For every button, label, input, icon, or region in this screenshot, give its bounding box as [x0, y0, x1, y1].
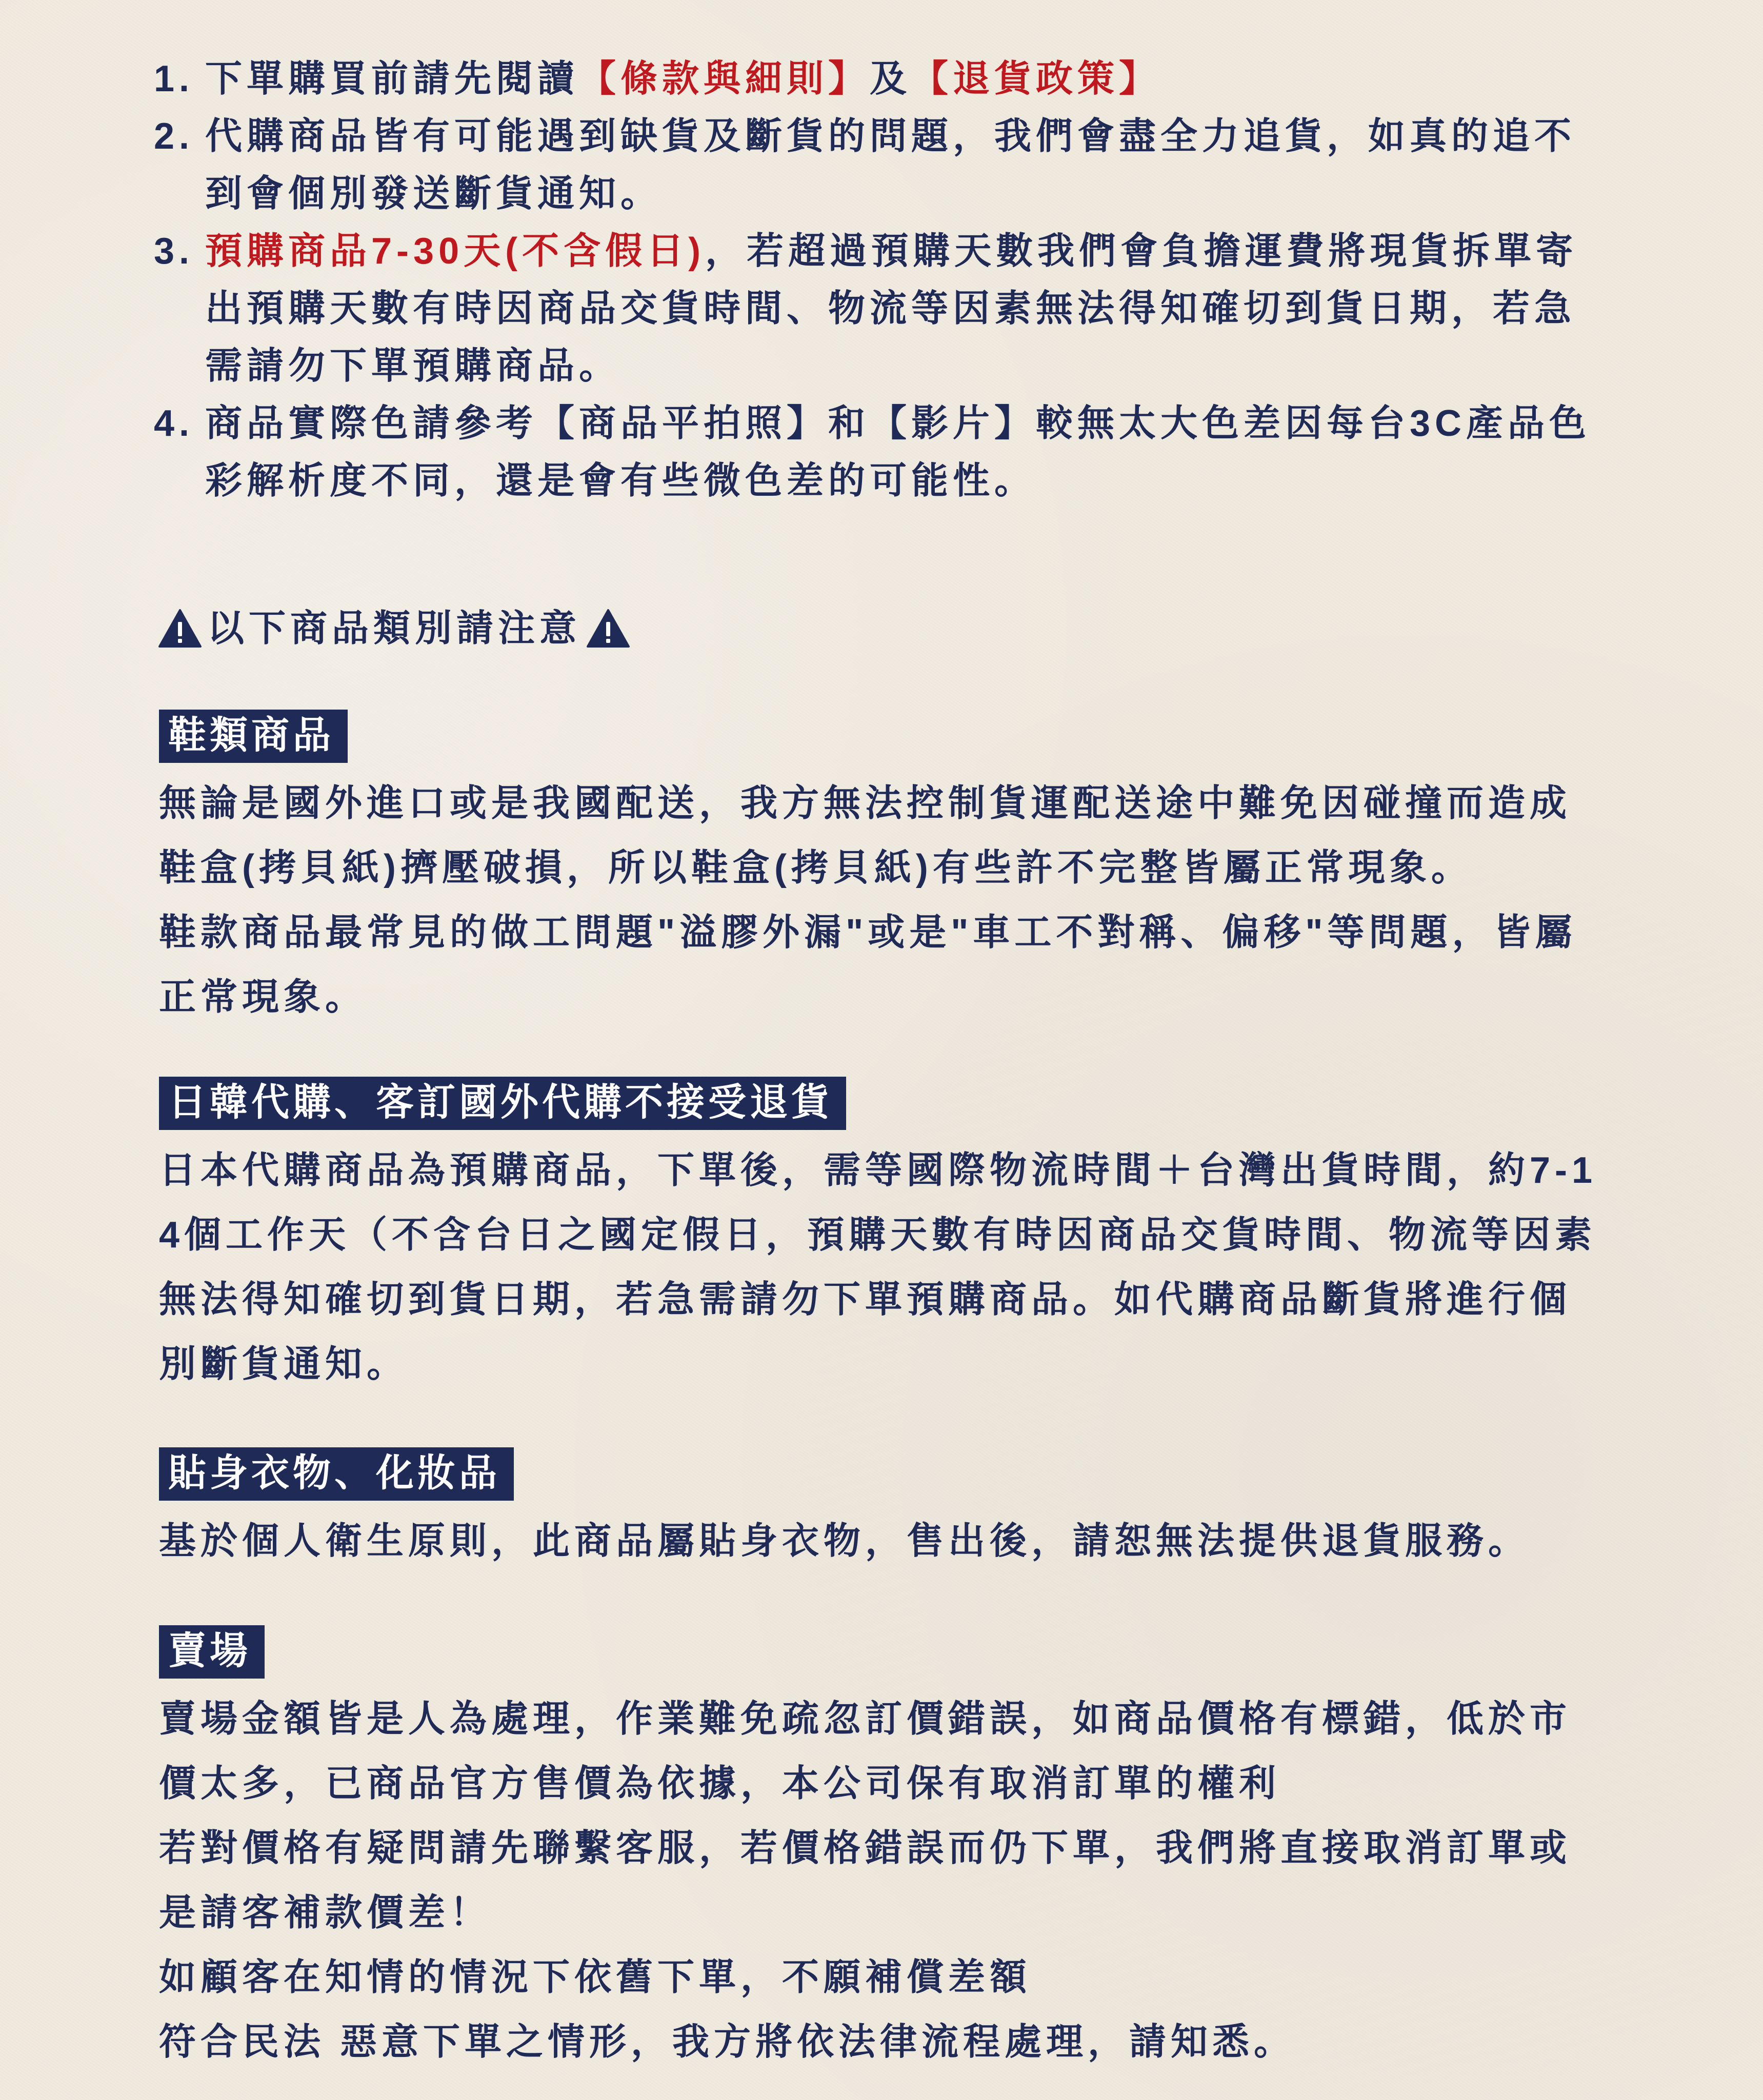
note-text	[205, 223, 1610, 395]
note-number: 3.	[154, 231, 194, 272]
section-paragraph: 鞋款商品最常見的做工問題"溢膠外漏"或是"車工不對稱、偏移"等問題，皆屬正常現象。	[159, 912, 1577, 1018]
note-text-rest: ，若超過預購天數我們會負擔運費將現貨拆單寄出預購天數有時因商品交貨時間、物流等因素無法得知確切到貨日期，若急需請勿下單預購商品。	[205, 231, 1578, 387]
section-paragraph: 日本代購商品為預購商品，下單後，需等國際物流時間＋台灣出貨時間，約7-14個工作天（不含台日之國定假日，預購天數有時因商品交貨時間、物流等因素無法得知確切到貨日期，若急需請勿下單預購商品。如代購商品斷貨將進行個別斷貨通知。	[159, 1150, 1597, 1385]
section-body-intimate	[159, 1509, 1610, 1573]
section-label-store: 賣場	[159, 1625, 265, 1679]
section-paragraph: 賣場金額皆是人為處理，作業難免疏忽訂價錯誤，如商品價格有標錯，低於市價太多，已商品官方售價為依據，本公司保有取消訂單的權利	[159, 1699, 1572, 1804]
section-intimate	[159, 1447, 1610, 1573]
section-label-shoes: 鞋類商品	[159, 710, 348, 763]
section-paragraph: 基於個人衛生原則，此商品屬貼身衣物，售出後，請恕無法提供退貨服務。	[159, 1521, 1530, 1562]
section-purchasing	[159, 1077, 1610, 1397]
section-paragraph: 如顧客在知情的情況下依舊下單，不願補償差額	[159, 1957, 1032, 1998]
section-paragraph: 無論是國外進口或是我國配送，我方無法控制貨運配送途中難免因碰撞而造成鞋盒(拷貝紙)擠壓破損，所以鞋盒(拷貝紙)有些許不完整皆屬正常現象。	[159, 783, 1572, 889]
note-item-3	[154, 223, 1610, 395]
terms-link[interactable]: 【條款與細則】	[579, 58, 870, 99]
note-text: 代購商品皆有可能遇到缺貨及斷貨的問題，我們會盡全力追貨，如真的追不到會個別發送斷貨通知。	[205, 116, 1576, 214]
note-number: 2.	[154, 116, 194, 157]
section-shoes	[159, 710, 1610, 1029]
warning-triangle-icon	[586, 609, 630, 649]
section-paragraph: 符合民法 惡意下單之情形，我方將依法律流程處理，請知悉。	[159, 2022, 1296, 2063]
preorder-highlight: 預購商品7-30天(不含假日)	[205, 231, 706, 272]
section-label-intimate: 貼身衣物、化妝品	[159, 1447, 514, 1501]
warning-triangle-icon	[158, 609, 202, 649]
note-number: 4.	[154, 403, 194, 444]
note-number: 1.	[154, 58, 194, 99]
section-body-purchasing	[159, 1138, 1610, 1397]
section-label-purchasing: 日韓代購、客訂國外代購不接受退貨	[159, 1077, 846, 1130]
warning-heading-text: 以下商品類別請注意	[207, 608, 582, 649]
section-paragraph: 若對價格有疑問請先聯繫客服，若價格錯誤而仍下單，我們將直接取消訂單或是請客補款價差！	[159, 1828, 1572, 1933]
note-text	[205, 50, 1610, 108]
section-body-shoes	[159, 771, 1610, 1029]
note-text: 商品實際色請參考【商品平拍照】和【影片】較無太大色差因每台3C產品色彩解析度不同，還是會有些微色差的可能性。	[205, 403, 1591, 501]
note-text-mid: 及	[870, 58, 912, 99]
warning-heading	[158, 600, 630, 657]
return-policy-link[interactable]: 【退貨政策】	[911, 58, 1161, 99]
section-body-store	[159, 1687, 1610, 2074]
note-item-1	[154, 50, 1610, 108]
note-item-4	[154, 395, 1610, 510]
note-item-2	[154, 108, 1610, 223]
section-store	[159, 1625, 1610, 2074]
note-text-prefix: 下單購買前請先閱讀	[205, 58, 579, 99]
numbered-notes-list	[154, 50, 1610, 510]
